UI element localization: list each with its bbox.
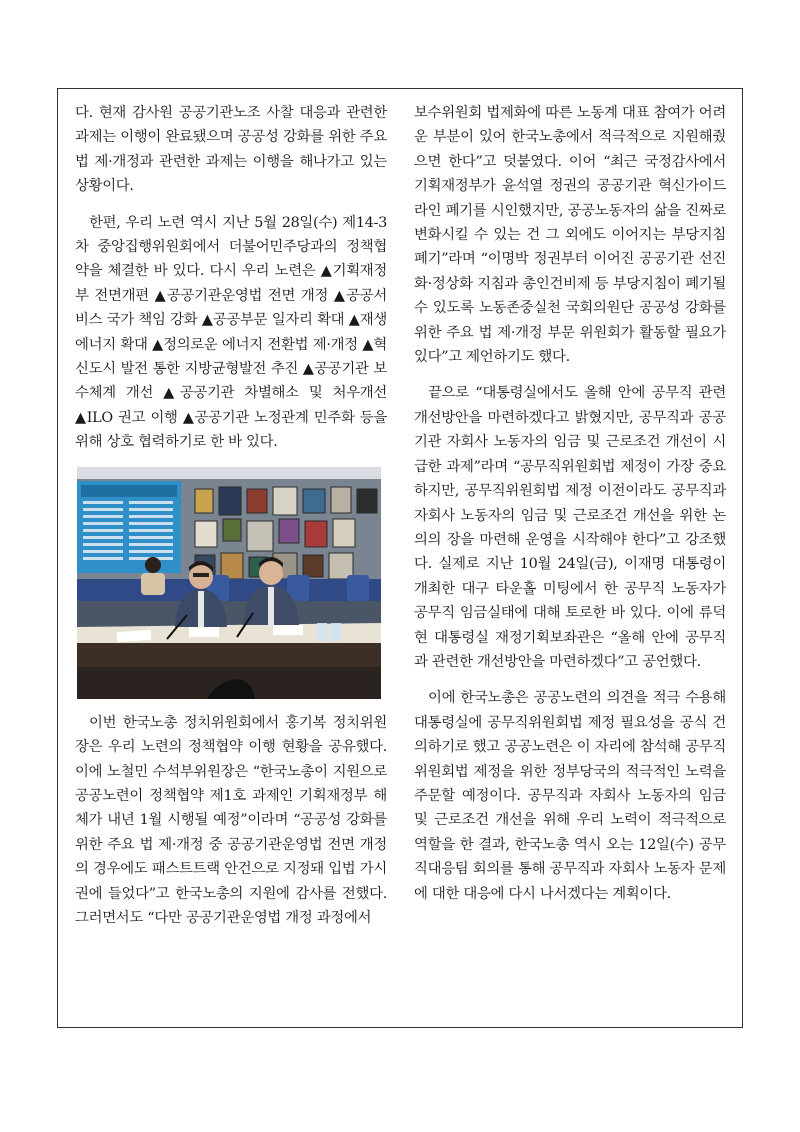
left-paragraph-3: 이번 한국노총 정치위원회에서 홍기복 정치위원장은 우리 노련의 정책협약 이행 현황을 공유했다. 이에 노철민 수석부위원장은 “한국노총이 지원으로 공공노련이 정책협약 제1호 과제인 기획재정부 해체가 내년 1월 시행될 예정”이라며 “공공성 강화를 위한 주요 법 제·개정 중 공공기관운영법 전면 개정의 경우에도 패스트트랙 안건으로 지정돼 입법 가시권에 들었다”고 한국노총의 지원에 감사를 전했다. 그러면서도 “다만 공공기관운영법 개정 과정에서 [75,714,387,926]
left-column [75,101,387,942]
left-paragraph-2: 한편, 우리 노련 역시 지난 5월 28일(수) 제14-3차 중앙집행위원회에서 더불어민주당과의 정책협약을 체결한 바 있다. 다시 우리 노련은 ▲기획재정부 전면개편 ▲공공기관운영법 전면 개정 ▲공공서비스 국가 책임 강화 ▲공공부문 일자리 확대 ▲재생에너지 확대 ▲정의로운 에너지 전환법 제·개정 ▲혁신도시 발전 통한 지방균형발전 추진 ▲공공기관 보수체계 개선 ▲공공기관 차별해소 및 처우개선 ▲ILO 권고 이행 ▲공공기관 노정관계 민주화 등을 위해 상호 협력하기로 한 바 있다. [75,214,387,451]
right-column [414,101,726,918]
right-paragraph-1: 보수위원회 법제화에 따른 노동계 대표 참여가 어려운 부분이 있어 한국노총에서 적극적으로 지원해줬으면 한다”고 덧붙였다. 이어 “최근 국정감사에서 기획재정부가 윤석열 정권의 공공기관 혁신가이드라인 폐기를 시인했지만, 공공노동자의 삶을 진짜로 변화시킬 수 있는 건 그 외에도 이어지는 부당지침 폐기”라며 “이명박 정권부터 이어진 공공기관 선진화·정상화 지침과 총인건비제 등 부당지침이 폐기될 수 있도록 노동존중실천 국회의원단 공공성 강화를 위한 주요 법 제·개정 부문 위원회가 활동할 필요가 있다”고 제언하기도 했다. [414,105,726,366]
left-paragraph-1: 다. 현재 감사원 공공기관노조 사찰 대응과 관련한 과제는 이행이 완료됐으며 공공성 강화를 위한 주요 법 제·개정과 관련한 과제는 이행을 해나가고 있는 상황이다. [75,105,387,195]
right-paragraph-2: 끝으로 “대통령실에서도 올해 안에 공무직 관련 개선방안을 마련하겠다고 밝혔지만, 공무직과 공공기관 자회사 노동자의 임금 및 근로조건 개선이 시급한 과제”라며 “공무직위원회법 제정이 가장 중요하지만, 공무직위원회법 제정 이전이라도 공무직과 자회사 노동자의 임금 및 근로조건 개선을 위한 논의의 장을 마련해 운영을 시작해야 한다”고 강조했다. 실제로 지난 10월 24일(금), 이재명 대통령이 개최한 대구 타운홀 미팅에서 한 공무직 노동자가 공무직 임금실태에 대해 토로한 바 있다. 이에 류덕현 대통령실 재정기획보좌관은 “올해 안에 공무직과 관련한 개선방안을 마련하겠다”고 공언했다. [414,385,726,670]
meeting-photo-illustration [77,467,381,699]
article-frame [57,88,743,1028]
meeting-photo [77,467,381,699]
right-paragraph-3: 이에 한국노총은 공공노련의 의견을 적극 수용해 대통령실에 공무직위원회법 제정 필요성을 공식 건의하기로 했고 공공노련은 이 자리에 참석해 공무직위원회법 제정을 위한 정부당국의 적극적인 노력을 주문할 예정이다. 공무직과 자회사 노동자의 임금 및 근로조건 개선을 위해 우리 노력이 적극적으로 역할을 한 결과, 한국노총 역시 오는 12일(수) 공무직대응팀 회의를 통해 공무직과 자회사 노동자 문제에 대한 대응에 다시 나서겠다는 계획이다. [414,690,726,902]
